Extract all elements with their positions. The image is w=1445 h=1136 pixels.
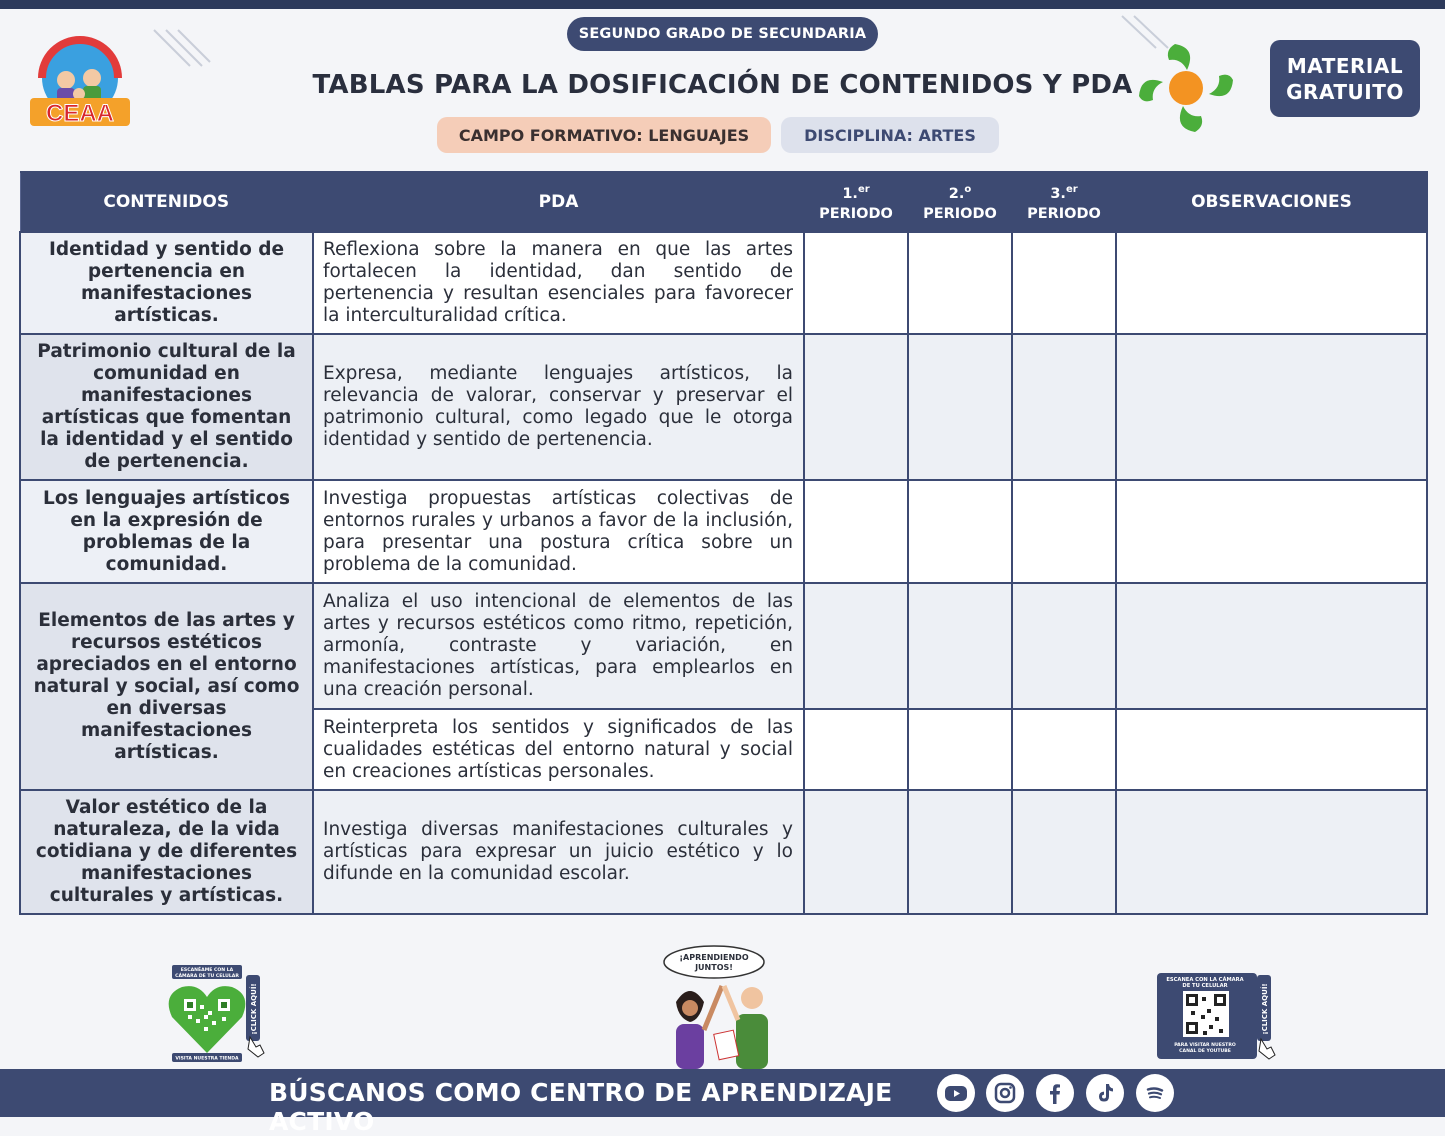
facebook-icon[interactable] — [1036, 1074, 1074, 1112]
pda-cell: Investiga diversas manifestaciones culturales y artísticas para expresar un juicio estético y lo difunde en la comunidad escolar. — [313, 790, 804, 914]
grade-badge: SEGUNDO GRADO DE SECUNDARIA — [567, 17, 878, 51]
material-line2: GRATUITO — [1286, 79, 1404, 104]
periodo-1-suffix: er — [857, 184, 870, 196]
svg-text:DE TU CELULAR: DE TU CELULAR — [1182, 983, 1228, 989]
observaciones-cell[interactable] — [1116, 334, 1427, 480]
periodo-3-cell[interactable] — [1012, 232, 1116, 334]
periodo-3-number: 3. — [1050, 185, 1066, 202]
periodo-2-cell[interactable] — [908, 232, 1012, 334]
pda-cell: Investiga propuestas artísticas colectivas de entornos rurales y urbanos a favor de la inclusión, para presentar una postura crítica sobre un problema de la comunidad. — [313, 480, 804, 583]
pda-cell: Reinterpreta los sentidos y significados de las cualidades estéticas del entorno natural y social en creaciones artísticas personales. — [313, 709, 804, 790]
spotify-icon[interactable] — [1136, 1074, 1174, 1112]
svg-text:ESCANÉAME CON LA: ESCANÉAME CON LA — [180, 968, 234, 973]
pda-cell: Reflexiona sobre la manera en que las artes fortalecen la identidad, dan sentido de pertenencia y resultan esenciales para favorecer la interculturalidad crítica. — [313, 232, 804, 334]
disciplina-badge: DISCIPLINA: ARTES — [781, 117, 999, 153]
instagram-icon[interactable] — [986, 1074, 1024, 1112]
youtube-qr-code[interactable] — [1157, 973, 1277, 1063]
periodo-3-cell[interactable] — [1012, 583, 1116, 709]
svg-text:¡CLICK AQUÍ!: ¡CLICK AQUÍ! — [250, 983, 258, 1035]
tiktok-icon[interactable] — [1086, 1074, 1124, 1112]
observaciones-cell[interactable] — [1116, 709, 1427, 790]
table-row — [20, 583, 1427, 709]
header-observaciones: OBSERVACIONES — [1116, 172, 1427, 232]
footer-text: BÚSCANOS COMO CENTRO DE APRENDIZAJE ACTIVO — [269, 1078, 893, 1136]
periodo-1-label: PERIODO — [819, 205, 893, 222]
periodo-1-cell[interactable] — [804, 334, 908, 480]
contenido-cell: Identidad y sentido de pertenencia en manifestaciones artísticas. — [20, 232, 313, 334]
svg-text:CÁMARA DE TU CELULAR: CÁMARA DE TU CELULAR — [175, 974, 239, 979]
periodo-2-cell[interactable] — [908, 480, 1012, 583]
table-row — [20, 790, 1427, 914]
periodo-2-cell[interactable] — [908, 334, 1012, 480]
aprendiendo-juntos-illustration — [660, 944, 785, 1069]
table-row — [20, 480, 1427, 583]
header-pda: PDA — [313, 172, 804, 232]
material-line1: MATERIAL — [1286, 53, 1404, 78]
periodo-3-label: PERIODO — [1027, 205, 1101, 222]
header-contenidos: CONTENIDOS — [20, 172, 313, 232]
svg-text:ESCANEA CON LA CÁMARA: ESCANEA CON LA CÁMARA — [1166, 977, 1244, 983]
periodo-2-number: 2. — [948, 185, 965, 202]
header-periodo-2 — [908, 172, 1012, 232]
periodo-3-cell[interactable] — [1012, 480, 1116, 583]
periodo-1-cell[interactable] — [804, 709, 908, 790]
store-qr-code[interactable] — [166, 965, 266, 1065]
svg-text:¡CLICK AQUÍ!: ¡CLICK AQUÍ! — [1261, 983, 1269, 1035]
contenido-cell: Patrimonio cultural de la comunidad en manifestaciones artísticas que fomentan la identidad y el sentido de pertenencia. — [20, 334, 313, 480]
page-title: TABLAS PARA LA DOSIFICACIÓN DE CONTENIDOS Y PDA — [312, 70, 1133, 100]
periodo-1-cell[interactable] — [804, 480, 908, 583]
svg-text:VISITA NUESTRA TIENDA: VISITA NUESTRA TIENDA — [175, 1056, 239, 1062]
pda-cell: Analiza el uso intencional de elementos de las artes y recursos estéticos como ritmo, repetición, armonía, contraste y variación, en manifestaciones artísticas, para emplearlos en una creación personal. — [313, 583, 804, 709]
periodo-1-number: 1. — [842, 185, 858, 202]
contenido-cell: Valor estético de la naturaleza, de la vida cotidiana y de diferentes manifestaciones culturales y artísticas. — [20, 790, 313, 914]
periodo-3-cell[interactable] — [1012, 334, 1116, 480]
periodo-1-cell[interactable] — [804, 583, 908, 709]
svg-text:JUNTOS!: JUNTOS! — [695, 963, 733, 972]
table-row — [20, 232, 1427, 334]
periodo-2-label: PERIODO — [923, 205, 997, 222]
svg-text:CANAL DE YOUTUBE: CANAL DE YOUTUBE — [1179, 1049, 1231, 1054]
periodo-2-suffix: o — [964, 184, 972, 196]
observaciones-cell[interactable] — [1116, 480, 1427, 583]
pda-cell: Expresa, mediante lenguajes artísticos, la relevancia de valorar, conservar y preservar el patrimonio cultural, como legado que le otorga identidad y sentido de pertenencia. — [313, 334, 804, 480]
header-periodo-3 — [1012, 172, 1116, 232]
svg-text:PARA VISITAR NUESTRO: PARA VISITAR NUESTRO — [1174, 1043, 1236, 1048]
material-gratuito-badge — [1270, 40, 1420, 117]
periodo-3-cell[interactable] — [1012, 709, 1116, 790]
contenido-cell: Elementos de las artes y recursos estéticos apreciados en el entorno natural y social, así como en diversas manifestaciones artísticas. — [20, 583, 313, 790]
periodo-1-cell[interactable] — [804, 790, 908, 914]
periodo-2-cell[interactable] — [908, 583, 1012, 709]
observaciones-cell[interactable] — [1116, 790, 1427, 914]
decorative-lines — [150, 28, 210, 68]
svg-text:¡APRENDIENDO: ¡APRENDIENDO — [679, 953, 749, 962]
observaciones-cell[interactable] — [1116, 232, 1427, 334]
youtube-icon[interactable] — [937, 1074, 975, 1112]
dosificacion-table — [19, 171, 1428, 915]
ceaa-logo — [26, 36, 134, 130]
table-row — [20, 334, 1427, 480]
periodo-2-cell[interactable] — [908, 790, 1012, 914]
table-header-row — [20, 172, 1427, 232]
svg-text:CEAA: CEAA — [45, 100, 115, 127]
periodo-3-cell[interactable] — [1012, 790, 1116, 914]
campo-formativo-badge: CAMPO FORMATIVO: LENGUAJES — [437, 117, 771, 153]
nem-emblem-icon — [1135, 38, 1237, 138]
header-periodo-1 — [804, 172, 908, 232]
contenido-cell: Los lenguajes artísticos en la expresión de problemas de la comunidad. — [20, 480, 313, 583]
top-bar — [0, 0, 1445, 9]
observaciones-cell[interactable] — [1116, 583, 1427, 709]
periodo-2-cell[interactable] — [908, 709, 1012, 790]
periodo-3-suffix: er — [1065, 184, 1078, 196]
periodo-1-cell[interactable] — [804, 232, 908, 334]
